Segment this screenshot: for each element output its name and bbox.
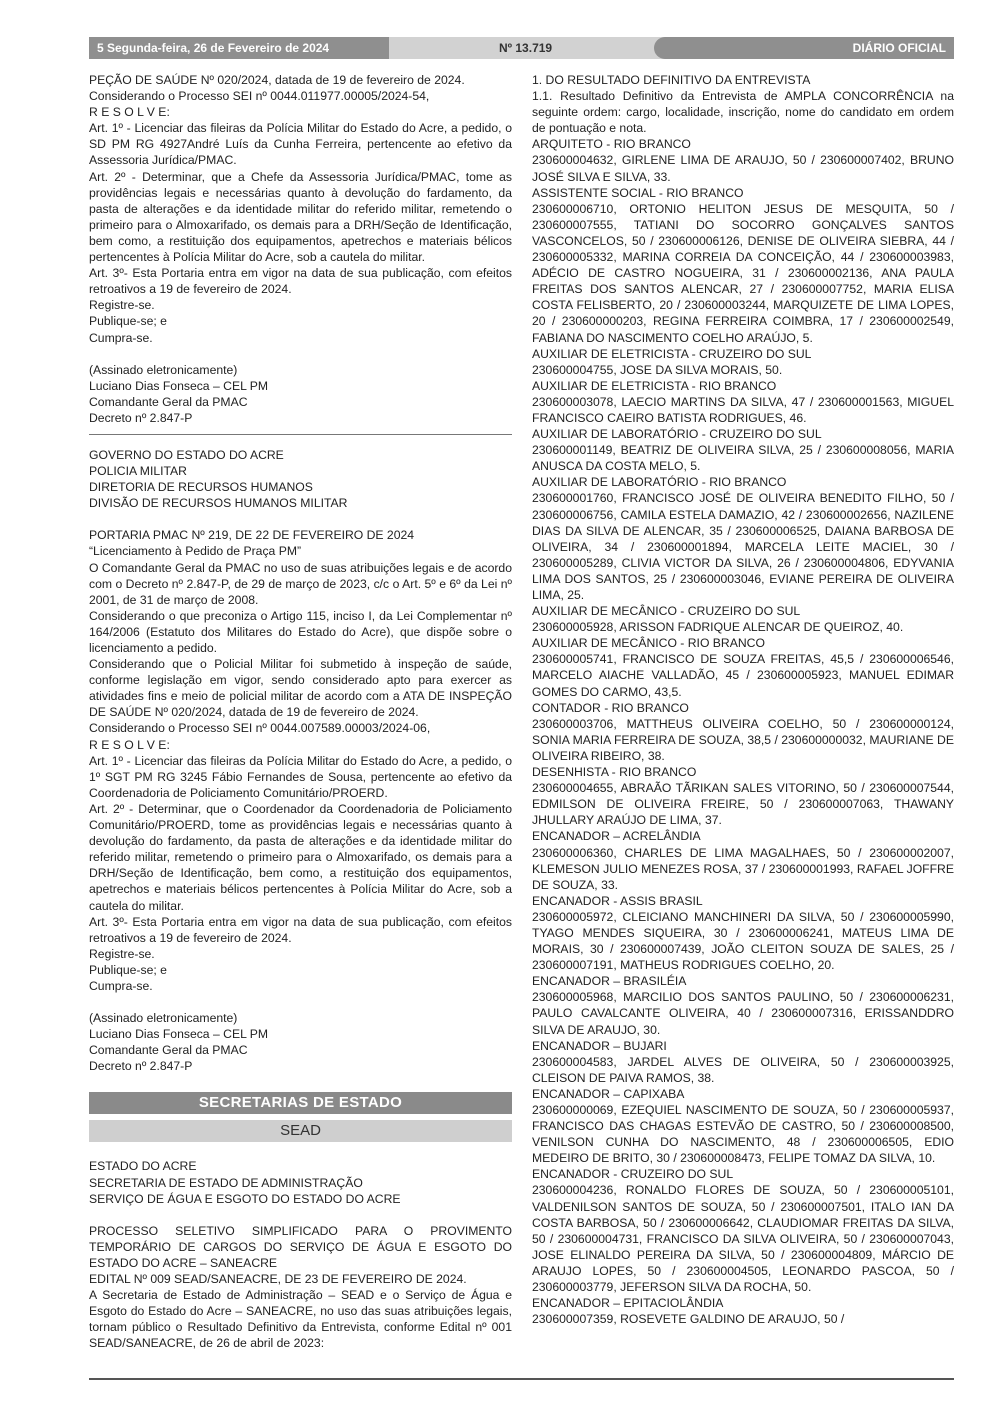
- section-banner: SECRETARIAS DE ESTADO: [89, 1092, 512, 1114]
- org-line: SERVIÇO DE ÁGUA E ESGOTO DO ESTADO DO ACRE: [89, 1191, 401, 1206]
- signature-line: Comandante Geral da PMAC: [89, 394, 248, 409]
- job-heading: AUXILIAR DE MECÂNICO - CRUZEIRO DO SUL: [532, 604, 801, 619]
- article-paragraph: Considerando o que preconiza o Artigo 115, inciso I, da Lei Complementar nº 164/2006 (Estatuto dos Militares do Estado do Acre), que dispõe sobre o licenciamento a pedido.: [89, 608, 512, 655]
- text-line: Publique-se; e: [89, 314, 167, 329]
- job-heading: ENCANADOR – BRASILÉIA: [532, 974, 687, 989]
- article-paragraph: Art. 1º - Licenciar das fileiras da Polícia Militar do Estado do Acre, a pedido, o SD PM RG 4927André Luís da Cunha Ferreira, pertencente ao efetivo da Assessoria Jurídica/PMAC.: [89, 121, 512, 168]
- header-issue-number: Nº 13.719: [389, 37, 749, 59]
- header-publication-title: DIÁRIO OFICIAL: [654, 37, 954, 59]
- page-header: [89, 37, 954, 59]
- text-line: Publique-se; e: [89, 962, 167, 977]
- portaria-subtitle: “Licenciamento à Pedido de Praça PM”: [89, 544, 302, 559]
- candidate-list: 230600005968, MARCILIO DOS SANTOS PAULINO, 50 / 230600006231, PAULO CAVALCANTE OLIVEIRA, 40 / 230600007316, ERISSANDDRO SILVA DE ARAUJO, 30.: [532, 990, 954, 1037]
- edital-title: PROCESSO SELETIVO SIMPLIFICADO PARA O PROVIMENTO TEMPORÁRIO DE CARGOS DO SERVIÇO DE ÁGUA E ESGOTO DO ESTADO DO ACRE – SANEACRE: [89, 1223, 512, 1270]
- candidate-list: 230600004583, JARDEL ALVES DE OLIVEIRA, 50 / 230600003925, CLEISON DE PAIVA RAMOS, 38.: [532, 1054, 954, 1085]
- org-line: DIRETORIA DE RECURSOS HUMANOS: [89, 480, 313, 495]
- text-line: Registre-se.: [89, 298, 155, 313]
- job-heading: ENCANADOR – BUJARI: [532, 1038, 667, 1053]
- candidate-list: 230600005972, CLEICIANO MANCHINERI DA SILVA, 50 / 230600005990, TYAGO MENDES SIQUEIRA, 30 / 230600006241, MATEUS LIMA DE MORAIS, 30 / 230600007439, JOÃO CLEITON SOUZA DE SALES, 25 / 230600007191, MATHEUS RODRIGUES COELHO, 20.: [532, 909, 954, 973]
- text-line: PEÇÃO DE SAÚDE Nº 020/2024, datada de 19 de fevereiro de 2024.: [89, 73, 465, 87]
- portaria-219: [89, 527, 512, 994]
- results-line: 1. DO RESULTADO DEFINITIVO DA ENTREVISTA: [532, 73, 811, 87]
- org-line: SECRETARIA DE ESTADO DE ADMINISTRAÇÃO: [89, 1175, 363, 1190]
- signature-block: [89, 362, 512, 426]
- candidate-list: 230600003078, LAECIO MARTINS DA SILVA, 47 / 230600001563, MIGUEL FRANCISCO CAEIRO BATISTA RODRIGUES, 46.: [532, 394, 954, 425]
- signature-line: (Assinado eletronicamente): [89, 362, 238, 377]
- article-paragraph: Art. 3º- Esta Portaria entra em vigor na data de sua publicação, com efeitos retroativos a 19 de fevereiro de 2024.: [89, 914, 512, 945]
- signature-line: (Assinado eletronicamente): [89, 1011, 238, 1026]
- org-line: GOVERNO DO ESTADO DO ACRE: [89, 447, 284, 462]
- text-line: Registre-se.: [89, 946, 155, 961]
- job-heading: CONTADOR - RIO BRANCO: [532, 700, 689, 715]
- header-page-date: 5 Segunda-feira, 26 de Fevereiro de 2024: [89, 37, 399, 59]
- job-heading: ENCANADOR - ASSIS BRASIL: [532, 893, 703, 908]
- signature-block: [89, 1010, 512, 1074]
- article-paragraph: Considerando que o Policial Militar foi submetido à inspeção de saúde, conforme legislação em vigor, sendo considerado apto para exercer as atividades fins e meio de policial militar de acordo com a ATA DE INSPEÇÃO DE SAÚDE Nº 020/2024, datada de 19 de fevereiro de 2024.: [89, 657, 512, 720]
- candidate-list: 230600005928, ARISSON FADRIQUE ALENCAR DE QUEIROZ, 40.: [532, 620, 904, 635]
- candidate-list: 230600001760, FRANCISCO JOSÉ DE OLIVEIRA BENEDITO FILHO, 50 / 230600006756, CAMILA ESTELA DAMAZIO, 42 / 230600002656, NAZILENE DIAS DA SILVA DE ALENCAR, 35 / 230600006525, DAIANA BARBOSA DE OLIVEIRA, 34 / 230600001894, MARCELA LEITE MACIEL, 30 / 230600005289, CLIVIA VICTOR DA SILVA, 26 / 230600004806, EDYVANIA LIMA DOS SANTOS, 25 / 230600003046, EVIANE PEREIRA DE OLIVEIRA LIMA, 25.: [532, 491, 954, 602]
- candidate-list: 230600000069, EZEQUIEL NASCIMENTO DE SOUZA, 50 / 230600005937, FRANCISCO DAS CHAGAS ESTEVÃO DE CASTRO, 50 / 230600008500, VENILSON CUNHA DO NASCIMENTO, 48 / 230600006505, EDIO MEDEIRO DE BRITO, 30 / 230600008473, FELIPE TOMAZ DA SILVA, 10.: [532, 1103, 954, 1166]
- job-heading: ENCANADOR – EPITACIOLÂNDIA: [532, 1296, 724, 1311]
- candidate-list: 230600004755, JOSE DA SILVA MORAIS, 50.: [532, 362, 783, 377]
- subsection-banner: SEAD: [89, 1120, 512, 1142]
- signature-line: Decreto nº 2.847-P: [89, 1059, 193, 1074]
- org-line: POLICIA MILITAR: [89, 464, 187, 479]
- candidate-list: 230600005741, FRANCISCO DE SOUZA FREITAS, 45,5 / 230600006546, MARCELO AIACHE VALLADÃO, 45 / 230600005923, MANUEL EDIMAR GOMES DO CARMO, 43,5.: [532, 652, 954, 699]
- results-line: 1.1. Resultado Definitivo da Entrevista de AMPLA CONCORRÊNCIA na seguinte ordem: cargo, localidade, inscrição, nome do candidato em ordem de pontuação e nota.: [532, 89, 954, 136]
- portaria-title: PORTARIA PMAC Nº 219, DE 22 DE FEVEREIRO DE 2024: [89, 528, 415, 543]
- article-paragraph: O Comandante Geral da PMAC no uso de suas atribuições legais e de acordo com o Decreto nº 2.847-P, de 29 de março de 2023, c/c o Art. 5º e 6º da Lei nº 2001, de 31 de março de 2008.: [89, 560, 512, 607]
- text-line: R E S O L V E:: [89, 737, 170, 752]
- candidate-list: 230600006710, ORTONIO HELITON JESUS DE MESQUITA, 50 / 230600007555, TATIANI DO SOCORRO GONÇALVES SANTOS VASCONCELOS, 50 / 230600006126, DENISE DE OLIVEIRA SIEBRA, 44 / 230600005332, MARINA CORREIA DA CONCEIÇÃO, 44 / 230600003983, ADÉCIO DE CASTRO NOGUEIRA, 31 / 230600002136, ANA PAULA FREITAS DOS SANTOS ALENCAR, 27 / 230600007752, MARIA ELISA COSTA FELISBERTO, 20 / 230600003244, MARQUIZETE DE LIMA LOPES, 20 / 230600000203, REGINA FERREIRA COIMBRA, 17 / 230600002549, FABIANA DO NASCIMENTO COELHO ARAÚJO, 5.: [532, 201, 954, 345]
- org-heading: [89, 1158, 512, 1206]
- right-column: [532, 72, 954, 1327]
- signature-line: Decreto nº 2.847-P: [89, 410, 193, 425]
- job-heading: AUXILIAR DE LABORATÓRIO - RIO BRANCO: [532, 475, 787, 490]
- edital-paragraph: A Secretaria de Estado de Administração – SEAD e o Serviço de Água e Esgoto do Estado do Acre – SANEACRE, no uso das suas atribuições legais, tornam público o Resultado Definitivo da Entrevista, conforme Edital nº 001 SEAD/SANEACRE, de 26 de abril de 2023:: [89, 1288, 512, 1351]
- candidate-list: 230600001149, BEATRIZ DE OLIVEIRA SILVA, 25 / 230600008056, MARIA ANUSCA DA COSTA MELO, 5.: [532, 443, 954, 474]
- text-line: R E S O L V E:: [89, 105, 170, 120]
- edital-number: EDITAL Nº 009 SEAD/SANEACRE, DE 23 DE FEVEREIRO DE 2024.: [89, 1272, 467, 1286]
- section-divider: [89, 434, 512, 435]
- portaria-continuation: [89, 72, 512, 346]
- footer-rule: [89, 1378, 954, 1380]
- candidate-list: 230600004655, ABRAÃO TÃRIKAN SALES VITORINO, 50 / 230600007544, EDMILSON DE OLIVEIRA FREIRE, 50 / 230600007063, THAWANY JHULLARY ARAÚJO DE LIMA, 37.: [532, 781, 954, 828]
- article-paragraph: Art. 3º- Esta Portaria entra em vigor na data de sua publicação, com efeitos retroativos a 19 de fevereiro de 2024.: [89, 266, 512, 297]
- job-heading: AUXILIAR DE LABORATÓRIO - CRUZEIRO DO SUL: [532, 427, 822, 442]
- article-paragraph: Art. 1º - Licenciar das fileiras da Polícia Militar do Estado do Acre, a pedido, o 1º SGT PM RG 3245 Fábio Fernandes de Sousa, pertencente ao efetivo da Coordenadoria de Policiamento Comunitário/PROERD.: [89, 753, 512, 800]
- signature-line: Luciano Dias Fonseca – CEL PM: [89, 378, 269, 393]
- article-paragraph: Art. 2º - Determinar, que o Coordenador da Coordenadoria de Policiamento Comunitário/PROERD, tome as providências legais e necessárias quanto à devolução do fardamento, da pasta de alterações e da identidade militar do referido militar, remetendo o primeiro para o Almoxarifado, os demais para a DRH/Seção de Identificação, bem como, a restituição dos equipamentos, apetrechos e materiais bélicos pertencentes à Polícia Militar do Acre, sob a cautela do militar.: [89, 801, 512, 913]
- org-heading: [89, 447, 512, 511]
- edital-intro: [89, 1223, 512, 1352]
- job-heading: ENCANADOR - CRUZEIRO DO SUL: [532, 1167, 734, 1182]
- candidate-list: 230600007359, ROSEVETE GALDINO DE ARAUJO, 50 /: [532, 1312, 845, 1327]
- org-line: ESTADO DO ACRE: [89, 1159, 197, 1174]
- job-heading: DESENHISTA - RIO BRANCO: [532, 765, 697, 780]
- left-column: [89, 72, 512, 1351]
- text-line: Cumpra-se.: [89, 978, 153, 993]
- candidate-list: 230600006360, CHARLES DE LIMA MAGALHAES, 50 / 230600002007, KLEMESON JULIO MENEZES ROSA, 37 / 230600001993, RAFAEL JOFFRE DE SOUZA, 33.: [532, 845, 954, 892]
- job-heading: ENCANADOR – ACRELÂNDIA: [532, 829, 701, 844]
- candidate-list: 230600003706, MATTHEUS OLIVEIRA COELHO, 50 / 230600000124, SONIA MARIA FERREIRA DE SOUZA, 38,5 / 230600000032, MAURIANE DE OLIVEIRA RIBEIRO, 38.: [532, 716, 954, 763]
- candidate-list: 230600004236, RONALDO FLORES DE SOUZA, 50 / 230600005101, VALDENILSON SANTOS DE SOUZA, 50 / 230600007501, ITALO IAN DA COSTA BARBOSA, 50 / 230600006642, CLAUDIOMAR FREITAS DA SILVA, 50 / 230600004731, FRANCISCO DA SILVA OLIVEIRA, 50 / 230600007043, JOSE ELINALDO PEREIRA DA SILVA, 50 / 230600004809, MÁRCIO DE ARAUJO LOPES, 50 / 230600004505, LEONARDO PASCOA, 50 / 230600003779, JEFERSON SILVA DA ROCHA, 50.: [532, 1183, 954, 1295]
- text-line: Considerando o Processo SEI nº 0044.007589.00003/2024-06,: [89, 721, 431, 736]
- candidate-list: 230600004632, GIRLENE LIMA DE ARAUJO, 50 / 230600007402, BRUNO JOSÉ SILVA E SILVA, 33.: [532, 153, 954, 184]
- job-heading: AUXILIAR DE ELETRICISTA - CRUZEIRO DO SUL: [532, 346, 812, 361]
- job-heading: ENCANADOR – CAPIXABA: [532, 1086, 685, 1101]
- signature-line: Luciano Dias Fonseca – CEL PM: [89, 1027, 269, 1042]
- article-paragraph: Art. 2º - Determinar, que a Chefe da Assessoria Jurídica/PMAC, tome as providências legais e necessárias quanto à devolução do fardamento, da pasta de alterações e da identidade militar do referido militar, remetendo o primeiro para o Almoxarifado, os demais para a DRH/Seção de Identificação, bem como, a restituição dos equipamentos, apetrechos e materiais bélicos pertencentes à Polícia Militar do Acre, sob a cautela do militar.: [89, 169, 512, 265]
- job-heading: AUXILIAR DE ELETRICISTA - RIO BRANCO: [532, 378, 777, 393]
- text-line: Considerando o Processo SEI nº 0044.011977.00005/2024-54,: [89, 89, 430, 104]
- text-line: Cumpra-se.: [89, 330, 153, 345]
- job-heading: ASSISTENTE SOCIAL - RIO BRANCO: [532, 185, 744, 200]
- signature-line: Comandante Geral da PMAC: [89, 1043, 248, 1058]
- org-line: DIVISÃO DE RECURSOS HUMANOS MILITAR: [89, 496, 348, 511]
- job-heading: ARQUITETO - RIO BRANCO: [532, 137, 691, 152]
- job-heading: AUXILIAR DE MECÂNICO - RIO BRANCO: [532, 636, 765, 651]
